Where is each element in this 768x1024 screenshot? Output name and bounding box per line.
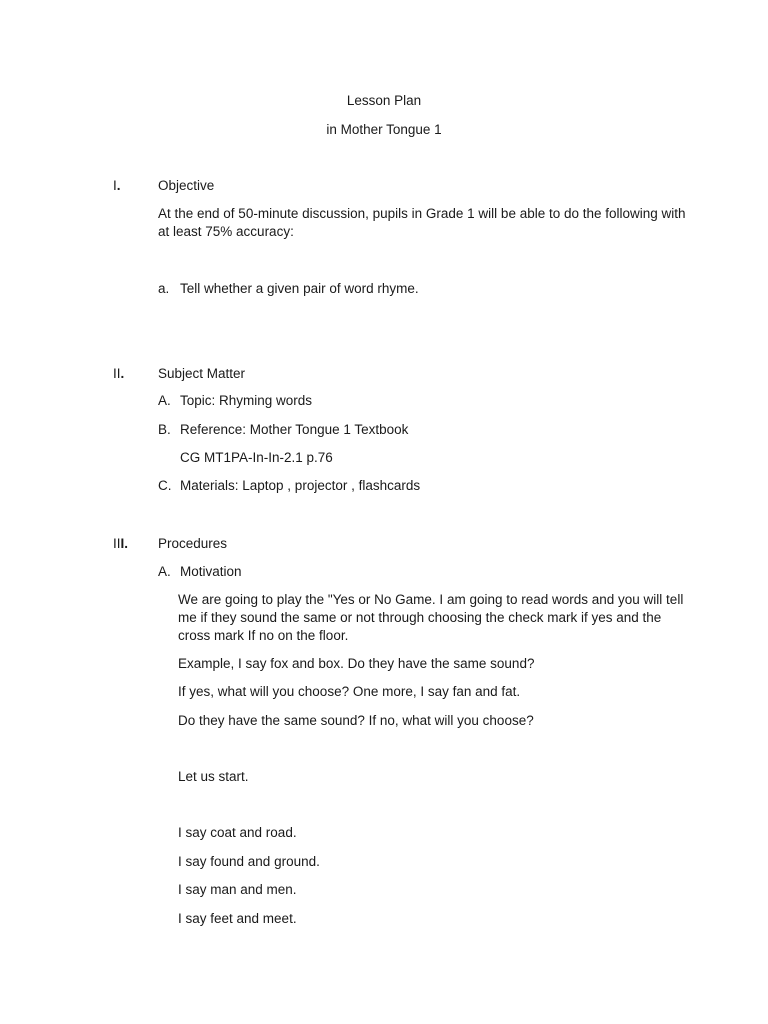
list-item: Materials: Laptop , projector , flashcards <box>180 478 421 493</box>
list-marker: B. <box>158 422 171 437</box>
list-marker: A. <box>158 393 171 408</box>
list-marker: a. <box>158 281 170 296</box>
objective-intro: At the end of 50-minute discussion, pupils in Grade 1 will be able to do the following with at least 75% accuracy: <box>158 206 686 239</box>
section-heading-objective: Objective <box>158 178 215 193</box>
list-marker: C. <box>158 478 172 493</box>
text-line: Let us start. <box>178 769 249 784</box>
list-item: CG MT1PA-In-In-2.1 p.76 <box>180 450 333 465</box>
motivation-paragraph: We are going to play the "Yes or No Game. I am going to read words and you will tell me if they sound the same or not through choosing the check mark if yes and the cross mark If no on the floor. <box>178 592 684 643</box>
document-title: Lesson Plan <box>346 93 422 108</box>
list-item: Topic: Rhyming words <box>180 393 313 408</box>
document-subtitle: in Mother Tongue 1 <box>326 122 442 137</box>
section-heading-procedures: Procedures <box>158 536 228 551</box>
section-numeral-3: III. <box>113 536 129 551</box>
section-heading-subject-matter: Subject Matter <box>158 366 246 381</box>
list-item: Tell whether a given pair of word rhyme. <box>180 281 419 296</box>
list-item: Reference: Mother Tongue 1 Textbook <box>180 422 409 437</box>
text-line: Do they have the same sound? If no, what will you choose? <box>178 713 534 728</box>
subsection-heading-motivation: Motivation <box>180 564 242 579</box>
section-numeral-2: II. <box>113 366 125 381</box>
text-line: I say coat and road. <box>178 825 297 840</box>
list-marker: A. <box>158 564 171 579</box>
text-line: I say man and men. <box>178 882 297 897</box>
section-numeral-1: I. <box>113 178 121 193</box>
text-line: Example, I say fox and box. Do they have the same sound? <box>178 656 535 671</box>
text-line: I say feet and meet. <box>178 911 297 926</box>
text-line: I say found and ground. <box>178 854 320 869</box>
text-line: If yes, what will you choose? One more, I say fan and fat. <box>178 684 521 699</box>
